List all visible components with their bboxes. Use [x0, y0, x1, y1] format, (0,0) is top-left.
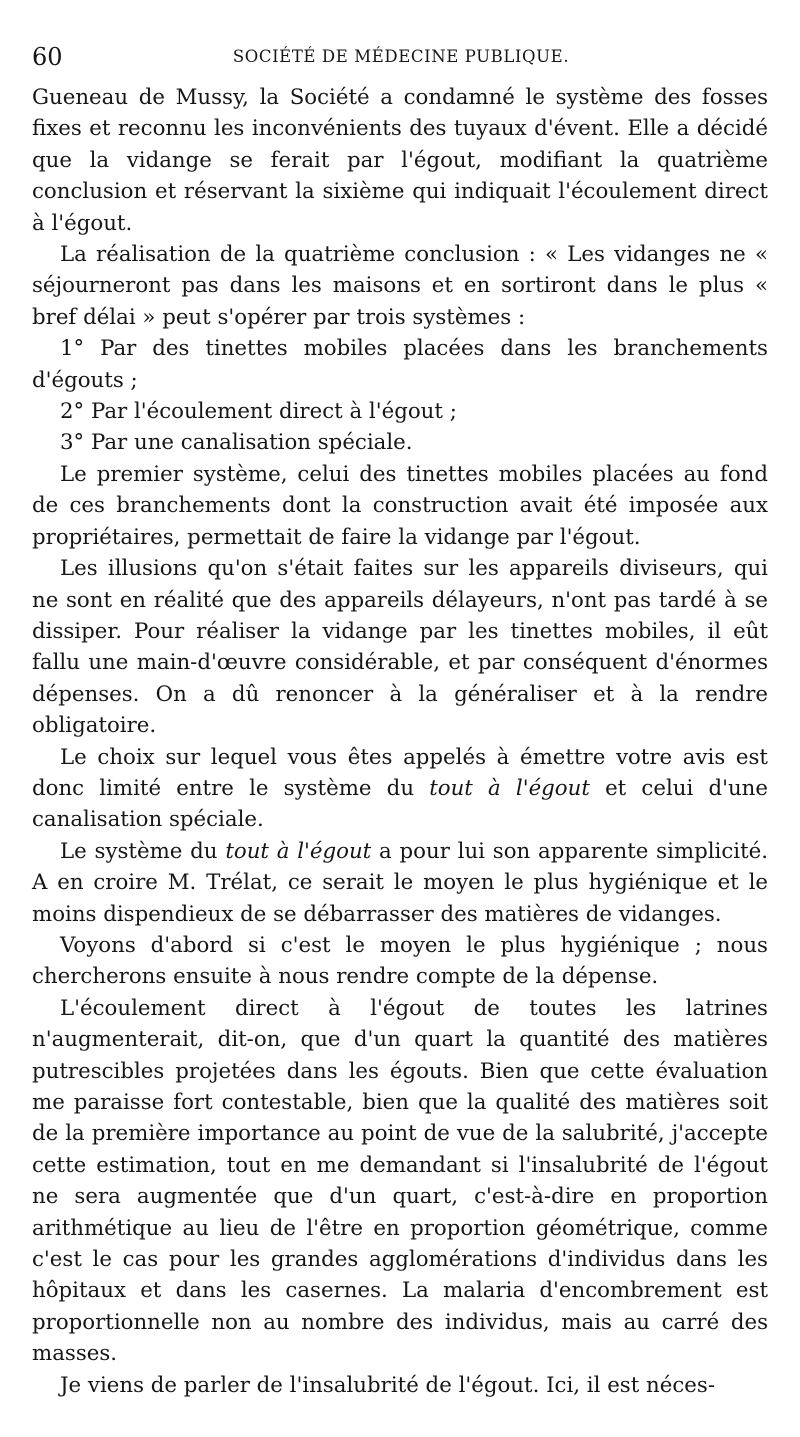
text-run: a pour lui son apparente simplicité. A en croire M. Trélat, ce serait le moyen le plus hygiénique et le moins dispendieux de se débarrasser des matières de vidanges. — [32, 838, 769, 927]
text-run: Le système du — [60, 838, 226, 864]
text-run: Le choix sur lequel vous êtes appelés à émettre votre avis est donc limité entre le système du — [32, 744, 768, 801]
paragraph — [32, 836, 768, 930]
italic-text: tout à l'égout — [225, 838, 372, 864]
paragraph: Je viens de parler de l'insalubrité de l'égout. Ici, il est néces- — [60, 1372, 716, 1398]
list-item: 2° Par l'écoulement direct à l'égout ; — [60, 399, 457, 425]
paragraph — [32, 742, 768, 836]
paragraph: Voyons d'abord si c'est le moyen le plus hygiénique ; nous chercherons ensuite à nous rendre compte de la dépense. — [32, 932, 768, 990]
paragraph: Gueneau de Mussy, la Société a condamné le système des fosses fixes et reconnu les inconvénients des tuyaux d'évent. Elle a décidé que la vidange se ferait par l'égout, modifiant la quatrième conclusion et réservant la sixième qui indiquait l'écoulement direct à l'égout. — [32, 85, 768, 236]
running-head: SOCIÉTÉ DE MÉDECINE PUBLIQUE. — [232, 47, 570, 66]
paragraph: Le premier système, celui des tinettes mobiles placées au fond de ces branchements dont la construction avait été imposée aux propriétaires, permettait de faire la vidange par l'égout. — [32, 461, 768, 550]
paragraph: L'écoulement direct à l'égout de toutes les latrines n'augmenterait, dit-on, que d'un quart la quantité des matières putrescibles projetées dans les égouts. Bien que cette évaluation me paraisse fort contestable, bien que la qualité des matières soit de la première importance au point de vue de la salubrité, j'accepte cette estimation, tout en me demandant si l'insalubrité de l'égout ne sera augmentée que d'un quart, c'est-à-dire en proportion arithmétique au lieu de l'être en proportion géométrique, comme c'est le cas pour les grandes agglomérations d'individus dans les hôpitaux et dans les casernes. La malaria d'encombrement est proportionnelle non au nombre des individus, mais au carré des masses. — [32, 995, 768, 1367]
text-run: et celui d'une canalisation spéciale. — [32, 775, 768, 833]
paragraph: La réalisation de la quatrième conclusion : « Les vidanges ne « séjourneront pas dans les maisons et en sortiront dans le plus « bref délai » peut s'opérer par trois systèmes : — [32, 242, 768, 330]
italic-text: tout à l'égout — [429, 775, 590, 801]
paragraph: Les illusions qu'on s'était faites sur les appareils diviseurs, qui ne sont en réalité que des appareils délayeurs, n'ont pas tardé à se dissiper. Pour réaliser la vidange par les tinettes mobiles, il eût fallu une main-d'œuvre considérable, et par conséquent d'énormes dépenses. On a dû renoncer à la généraliser et à la rendre obligatoire. — [32, 556, 768, 739]
page-header — [32, 42, 770, 72]
list-item: 3° Par une canalisation spéciale. — [60, 430, 413, 456]
page-number: 60 — [32, 43, 63, 71]
list-item: 1° Par des tinettes mobiles placées dans les branchements d'égouts ; — [32, 336, 768, 393]
body-text — [32, 82, 768, 1401]
